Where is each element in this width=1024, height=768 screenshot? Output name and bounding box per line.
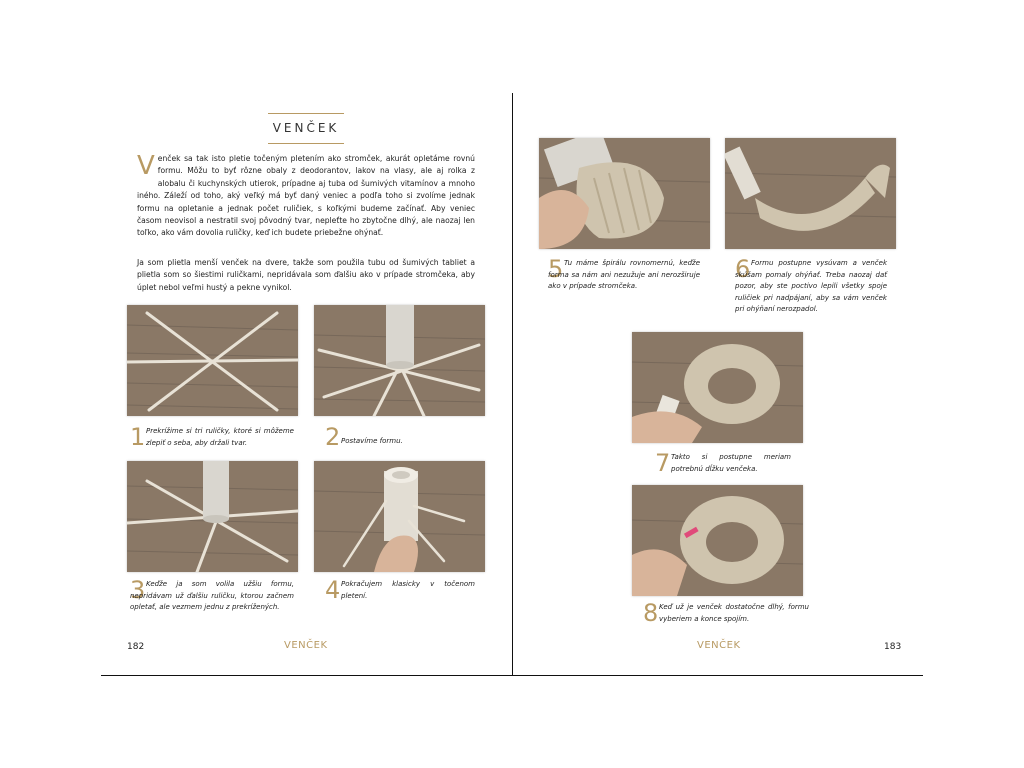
step-5 [548,257,708,297]
step-number: 3 [130,576,146,604]
step-number: 1 [130,423,146,451]
photo-step-6 [725,138,896,249]
step-number: 2 [325,423,341,451]
step-number: 6 [735,255,751,283]
step-caption: Pokračujem klasicky v točenom pletení. [341,580,475,600]
title-rule-bottom [268,143,344,144]
step-caption: Keď už je venček dostatočne dlhý, formu vyberiem a konce spojím. [659,603,809,623]
step-1 [130,425,300,455]
page-number-right: 183 [884,642,902,652]
step-7 [655,451,795,481]
bottom-rule [101,675,923,676]
photo-step-5 [539,138,710,249]
step-caption: Takto si postupne meriam potrebnú dĺžku venčeka. [671,453,791,473]
step-caption: Keďže ja som volila užšiu formu, nepridávam už ďalšiu ruličku, ktorou začnem opletať, ale vezmem jednu z prekrížených. [130,580,294,611]
photo-step-4 [314,461,485,572]
step-4 [325,578,495,608]
running-head-left: VENČEK [284,640,328,651]
chapter-title-block [268,113,344,144]
step-3 [130,578,300,623]
step-caption: Tu máme špirálu rovnomernú, keďže forma sa nám ani nezužuje ani nerozširuje ako v prípade stromčeka. [548,259,700,290]
spread-divider [512,93,513,675]
intro-paragraph-2: Ja som plietla menší venček na dvere, takže som použila tubu od šumivých tabliet a plietla som so šiestimi ruličkami, nepridávala som ďalšiu ako v prípade stromčeka, aby úplet nebol veľmi hustý a pekne vynikol. [137,258,475,292]
running-head-right: VENČEK [697,640,741,651]
photo-step-1 [127,305,298,416]
drop-cap: V [137,151,155,181]
step-number: 5 [548,255,564,283]
page-number-left: 182 [127,642,145,652]
intro-text: enček sa tak isto pletie točeným pletením ako stromček, akurát opletáme rovnú formu. Môžu to byť rôzne obaly z deodorantov, lakov na vlasy, ale aj rolka z alobalu či kuchynských utierok, prípadne aj tuba od šumivých vitamínov a mnoho iného. Záleží od toho, aký veľký má byť daný veniec a podľa toho si zvolíme jednak formu na opletanie a jednak počet ruličiek, s koľkými budeme začínať. Aby veniec časom neovisol a nestratil svoj pôvodný tvar, nepleťte ho zbytočne dlhý, ale naozaj len toľko, ako vám dovolia ruličky, keď ich budete priebežne ohýnať. [137,154,475,238]
photo-step-8 [632,485,803,596]
photo-step-7 [632,332,803,443]
step-6 [735,257,890,317]
step-number: 4 [325,576,341,604]
step-caption: Formu postupne vysúvam a venček skúšam pomaly ohýňať. Treba naozaj dať pozor, aby ste poctivo lepili všetky spoje ruličiek pri nadpájaní, aby sa vám venček pri ohýňaní nerozpadol. [735,259,887,313]
step-2 [325,425,495,455]
step-number: 7 [655,449,671,477]
step-caption: Postavíme formu. [341,437,403,445]
step-8 [643,601,813,631]
step-caption: Prekrížime si tri ruličky, ktoré si môžeme zlepiť o seba, aby držali tvar. [146,427,294,447]
photo-step-2 [314,305,485,416]
step-number: 8 [643,599,659,627]
chapter-title: VENČEK [272,121,340,135]
intro-paragraph [137,153,475,240]
photo-step-3 [127,461,298,572]
